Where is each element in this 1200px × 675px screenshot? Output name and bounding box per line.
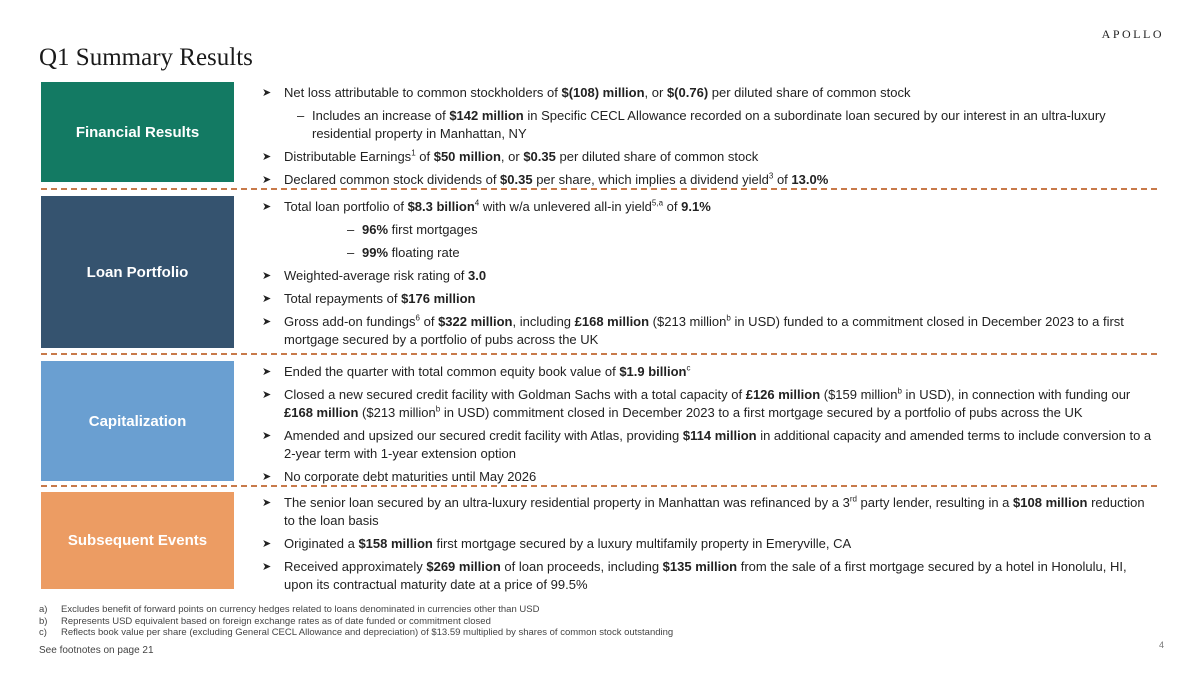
arrow-bullet-icon: ➤: [262, 471, 272, 483]
see-footnotes-note: See footnotes on page 21: [39, 645, 154, 656]
section-divider: [41, 485, 1157, 487]
capitalization-bullets: [262, 363, 1157, 491]
arrow-bullet-icon: ➤: [262, 201, 272, 213]
footnote-item: c) Reflects book value per share (excluding General CECL Allowance and depreciation) of $13.59 multiplied by shares of common stock outstanding: [39, 627, 674, 638]
financial-results-label-box: [41, 82, 234, 182]
dash-bullet-icon: –: [347, 245, 355, 260]
section-subsequent-events: [41, 492, 1157, 592]
bullet-item: ➤ Amended and upsized our secured credit facility with Atlas, providing $114 million in additional capacity and amended terms to include conversion to a 2-year term with 1-year extension option: [262, 428, 1152, 461]
footnote-item: a) Excludes benefit of forward points on currency hedges related to loans denominated in currencies other than USD: [39, 604, 540, 615]
subsequent-events-label-box: [41, 492, 234, 589]
arrow-bullet-icon: ➤: [262, 316, 272, 328]
page-number: 4: [1158, 640, 1164, 650]
bullet-item: ➤ Weighted-average risk rating of 3.0: [262, 268, 487, 283]
bullet-item: ➤ Total loan portfolio of $8.3 billion$^4$ with w/a unlevered all-in yield$^{5,a}$ of 9.1%: [262, 198, 711, 214]
arrow-bullet-icon: ➤: [262, 561, 272, 573]
subsequent-events-bullets: [262, 494, 1157, 599]
bullet-item: ➤ Net loss attributable to common stockholders of $(108) million, or $(0.76) per diluted share of common stock: [262, 85, 911, 100]
section-financial-results: [41, 82, 1157, 187]
bullet-item: ➤ Ended the quarter with total common equity book value of $1.9 billion$^c$: [262, 363, 691, 379]
arrow-bullet-icon: ➤: [262, 366, 272, 378]
bullet-item: ➤ Declared common stock dividends of $0.35 per share, which implies a dividend yield$^3$ of 13.0%: [262, 171, 829, 187]
page-title: Q1 Summary Results: [39, 44, 253, 71]
arrow-bullet-icon: ➤: [262, 151, 272, 163]
arrow-bullet-icon: ➤: [262, 538, 272, 550]
footnotes: [39, 604, 673, 639]
bullet-item: ➤ No corporate debt maturities until May 2026: [262, 469, 537, 484]
arrow-bullet-icon: ➤: [262, 270, 272, 282]
bullet-item: ➤ Total repayments of $176 million: [262, 291, 476, 306]
subsequent-events-label: Subsequent Events: [67, 532, 208, 549]
footnote-item: b) Represents USD equivalent based on foreign exchange rates as of date funded or commitment closed: [39, 615, 491, 627]
loan-portfolio-bullets: [262, 198, 1157, 354]
capitalization-label-box: [41, 361, 234, 481]
sub-bullet-item: – 99% floating rate: [347, 245, 460, 260]
section-divider: [41, 353, 1157, 355]
arrow-bullet-icon: ➤: [262, 174, 272, 186]
bullet-item: ➤ Originated a $158 million first mortgage secured by a luxury multifamily property in Emeryville, CA: [262, 536, 852, 551]
bullet-item: ➤ Received approximately $269 million of loan proceeds, including $135 million from the sale of a first mortgage secured by a hotel in Honolulu, HI, upon its contractual maturity date at a price of 99.5%: [262, 559, 1127, 592]
section-loan-portfolio: [41, 196, 1157, 348]
financial-results-bullets: [262, 84, 1157, 194]
arrow-bullet-icon: ➤: [262, 293, 272, 305]
bullet-item: ➤ Closed a new secured credit facility with Goldman Sachs with a total capacity of £126 million ($159 million$^b$ in USD), in connection with funding our £168 million ($213 million$^b$ in USD) commitment closed in December 2023 to a first mortgage secured by a portfolio of pubs across the UK: [262, 386, 1131, 420]
capitalization-label: Capitalization: [88, 412, 187, 430]
apollo-logo: APOLLO: [1101, 27, 1164, 41]
financial-results-label: Financial Results: [75, 123, 200, 141]
loan-portfolio-label-box: [41, 196, 234, 348]
bullet-item: ➤ The senior loan secured by an ultra-luxury residential property in Manhattan was refinanced by a 3rd party lender, resulting in a $108 million reduction to the loan basis: [262, 494, 1145, 528]
dash-bullet-icon: –: [297, 108, 305, 123]
section-capitalization: [41, 361, 1157, 484]
arrow-bullet-icon: ➤: [262, 430, 272, 442]
sub-bullet-item: – Includes an increase of $142 million in Specific CECL Allowance recorded on a subordinate loan secured by our interest in an ultra-luxury residential property in Manhattan, NY: [297, 108, 1106, 141]
arrow-bullet-icon: ➤: [262, 497, 272, 509]
arrow-bullet-icon: ➤: [262, 87, 272, 99]
arrow-bullet-icon: ➤: [262, 389, 272, 401]
sub-bullet-item: – 96% first mortgages: [347, 222, 478, 237]
bullet-item: ➤ Gross add-on fundings$^6$ of $322 million, including £168 million ($213 million$^b$ in USD) funded to a commitment closed in December 2023 to a first mortgage secured by a portfolio of pubs across the UK: [262, 313, 1124, 347]
loan-portfolio-label: Loan Portfolio: [86, 263, 189, 281]
section-divider: [41, 188, 1157, 190]
dash-bullet-icon: –: [347, 222, 355, 237]
bullet-item: ➤ Distributable Earnings$^1$ of $50 million, or $0.35 per diluted share of common stock: [262, 148, 759, 164]
